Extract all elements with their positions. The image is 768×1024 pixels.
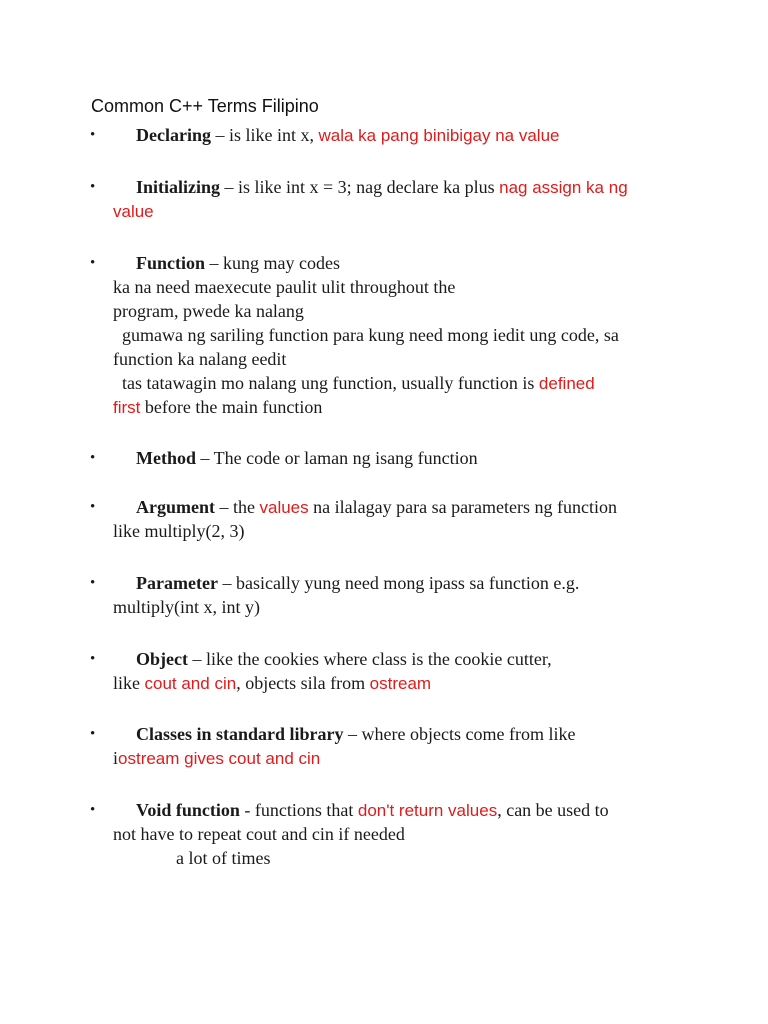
text: i <box>113 748 119 768</box>
item-line <box>113 347 286 371</box>
text: , objects sila from <box>236 673 370 693</box>
text: – kung may codes <box>205 253 340 273</box>
bullet: • <box>90 255 96 271</box>
text: – The code or laman ng isang function <box>196 448 478 468</box>
term: Declaring <box>136 125 211 145</box>
bullet: • <box>90 651 96 667</box>
bullet: • <box>90 179 96 195</box>
text: tas tatawagin mo nalang ung function, usually function is <box>122 373 539 393</box>
text: – is like int x = 3; nag declare ka plus <box>220 177 500 197</box>
item-line <box>136 251 340 275</box>
bullet: • <box>90 450 96 466</box>
text: – like the cookies where class is the cookie cutter, <box>187 649 552 669</box>
term: Function <box>136 253 206 273</box>
item-line <box>136 647 552 671</box>
text: multiply(int x, int y) <box>113 597 260 617</box>
bullet: • <box>90 726 96 742</box>
term: Argument <box>136 497 215 517</box>
text: like multiply(2, 3) <box>113 521 245 541</box>
item-line <box>136 722 575 746</box>
item-line <box>113 822 405 846</box>
item-line <box>176 846 270 870</box>
text: - functions that <box>239 800 358 820</box>
item-line <box>113 671 431 696</box>
highlight-text: cout and cin <box>144 674 237 693</box>
item-line <box>136 123 560 148</box>
text: before the main function <box>140 397 323 417</box>
item-line <box>136 495 617 520</box>
highlight-text: don't return values <box>357 801 498 820</box>
item-line <box>136 446 478 470</box>
item-line <box>113 199 154 224</box>
item-line <box>136 571 579 595</box>
text: a lot of times <box>176 848 271 868</box>
item-line <box>113 395 322 420</box>
item-line <box>136 798 609 823</box>
item-line <box>136 175 628 200</box>
text: , can be used to <box>497 800 609 820</box>
term: Method <box>136 448 196 468</box>
text: na ilalagay para sa parameters ng function <box>308 497 618 517</box>
highlight-text: values <box>259 498 309 517</box>
bullet: • <box>90 499 96 515</box>
highlight-text: ostream gives cout and cin <box>118 749 321 768</box>
text: ka na need maexecute paulit ulit throughout the <box>113 277 456 297</box>
term: Void function <box>136 800 240 820</box>
highlight-text: defined <box>538 374 595 393</box>
highlight-text: value <box>113 202 154 221</box>
term: Classes in standard library <box>136 724 344 744</box>
term: Initializing <box>136 177 221 197</box>
text: – basically yung need mong ipass sa function e.g. <box>217 573 580 593</box>
item-line <box>113 746 320 771</box>
term: Object <box>136 649 188 669</box>
text: – the <box>215 497 260 517</box>
item-line <box>122 371 595 396</box>
item-line <box>113 299 304 323</box>
item-line <box>122 323 619 347</box>
item-line <box>113 519 244 543</box>
bullet: • <box>90 575 96 591</box>
text: program, pwede ka nalang <box>113 301 304 321</box>
highlight-text: first <box>113 398 141 417</box>
text: gumawa ng sariling function para kung need mong iedit ung code, sa <box>122 325 619 345</box>
bullet: • <box>90 802 96 818</box>
highlight-text: ostream <box>369 674 432 693</box>
item-line <box>113 275 455 299</box>
text: not have to repeat cout and cin if needed <box>113 824 405 844</box>
page-title: Common C++ Terms Filipino <box>91 96 319 116</box>
text: – is like int x, <box>210 125 319 145</box>
text: like <box>113 673 145 693</box>
term: Parameter <box>136 573 218 593</box>
text: – where objects come from like <box>343 724 576 744</box>
highlight-text: wala ka pang binibigay na value <box>318 126 560 145</box>
item-line <box>113 595 260 619</box>
text: function ka nalang eedit <box>113 349 287 369</box>
bullet: • <box>90 127 96 143</box>
highlight-text: nag assign ka ng <box>499 178 628 197</box>
